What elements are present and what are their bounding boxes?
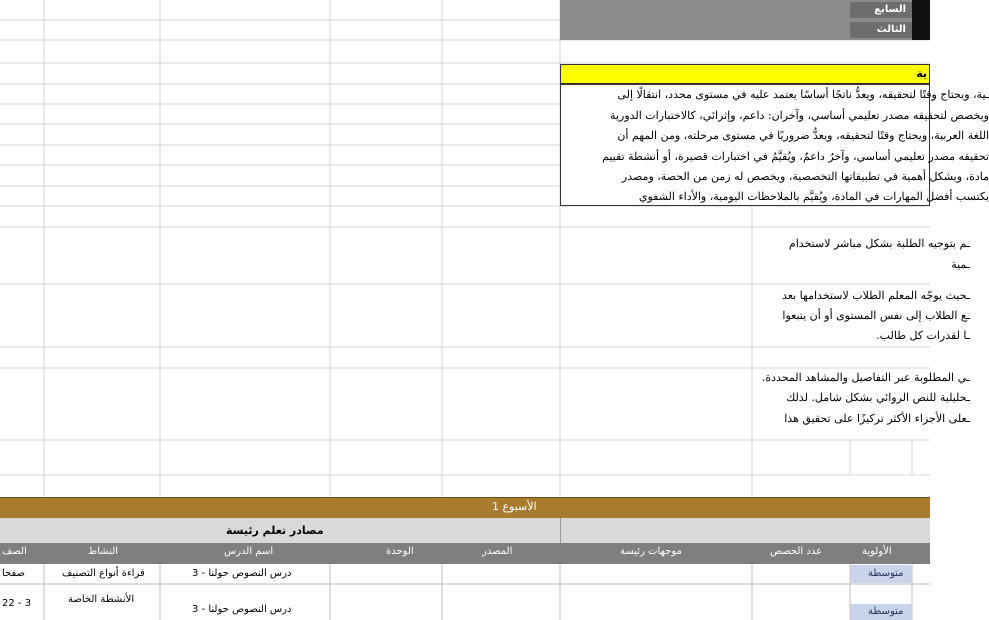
paragraph-3 <box>752 368 970 440</box>
para-line: ـي المطلوبة عبر التفاصيل والمشاهد المحددة. <box>761 371 970 384</box>
black-corner-cell <box>912 0 930 40</box>
box-line: تحقيقه مصدر تعليمي أساسي، وآخرُ داعمٌ، ويُقيَّمُ في اختبارات قصيرة، أو أنشطة تقييم <box>602 150 989 163</box>
box-line: ـية، ويحتاج وقتًا لتحقيقه، ويعدُّ ناتجًا أساسًا يعتمد عليه في مستوى محدد، انتقالًا إلى <box>617 88 989 101</box>
box-line: ويخصص لتحقيقه مصدر تعليمي أساسي، وآخران: داعم، وإثرائي، كالاختبارات الدورية <box>610 109 989 122</box>
col-periods[interactable]: عدد الحصص <box>770 546 823 557</box>
col-priority[interactable]: الأولوية <box>862 546 892 557</box>
label-seventh: السابع <box>850 2 912 18</box>
cell-page: 22 - 3 <box>2 598 32 609</box>
cell-lesson: درس النصوص حولنا - 3 <box>192 604 292 615</box>
box-line: يكتسب أفضل المهارات في المادة، ويُقيَّم بالملاحظات اليومية، والأداء الشفوي <box>638 190 989 203</box>
col-page[interactable]: الصف <box>2 546 27 557</box>
priority-cell: متوسطة <box>850 565 912 583</box>
resources-title: مصادر تعلم رئيسة <box>226 524 324 537</box>
box-line: اللغة العربية، ويحتاج وقتًا لتحقيقه، ويعدُّ ضروريًا في مستوى مرحلته، ومن المهم أن <box>617 129 989 142</box>
col-unit[interactable]: الوحدة <box>386 546 414 557</box>
paragraph-2 <box>752 284 970 347</box>
cell-page: صفحا <box>2 568 26 579</box>
priority-cell: متوسطة <box>850 604 912 620</box>
week-title: الأسبوع 1 <box>492 500 537 513</box>
label-third: الثالث <box>850 22 912 38</box>
cell-activity: الأنشطة الخاصة <box>68 594 135 605</box>
box-line: مادة، ويشكل أهمية في تطبيقاتها التخصصية، ويخصص له زمن من الحصة، ومصدر <box>621 170 989 183</box>
col-source[interactable]: المصدر <box>482 546 513 557</box>
table-row[interactable] <box>0 564 930 584</box>
col-guides[interactable]: موجهات رئيسة <box>620 546 682 557</box>
week-header-bar <box>0 497 930 519</box>
para-line: ـحيث يوجّه المعلم الطلاب لاستخدامها بعد <box>782 289 970 302</box>
priority-description-box[interactable] <box>560 84 989 206</box>
para-line: ـع الطلاب إلى نفس المستوى أو أن يتبعوا <box>782 309 970 322</box>
cell-lesson: درس النصوص حولنا - 3 <box>192 568 292 579</box>
yellow-title: ية <box>916 67 927 80</box>
para-line: ـعلى الأجزاء الأكثر تركيزًا على تحقيق هذا <box>784 412 970 425</box>
para-line: ـا لقدرات كل طالب. <box>876 329 970 342</box>
col-activity[interactable]: النشاط <box>88 546 119 557</box>
para-line: ـم بتوجيه الطلبة بشكل مباشر لاستخدام <box>788 237 970 250</box>
para-line: ـحليلية للنص الروائي بشكل شامل. لذلك <box>786 391 970 404</box>
para-line: ـمية <box>951 258 970 271</box>
col-lesson[interactable]: اسم الدرس <box>224 546 274 557</box>
paragraph-1 <box>752 227 970 284</box>
yellow-header-cell[interactable] <box>560 64 930 84</box>
resources-header-bar <box>0 518 930 544</box>
table-row[interactable] <box>0 584 930 620</box>
cell-activity: قراءة أنواع التصنيف <box>62 568 145 579</box>
